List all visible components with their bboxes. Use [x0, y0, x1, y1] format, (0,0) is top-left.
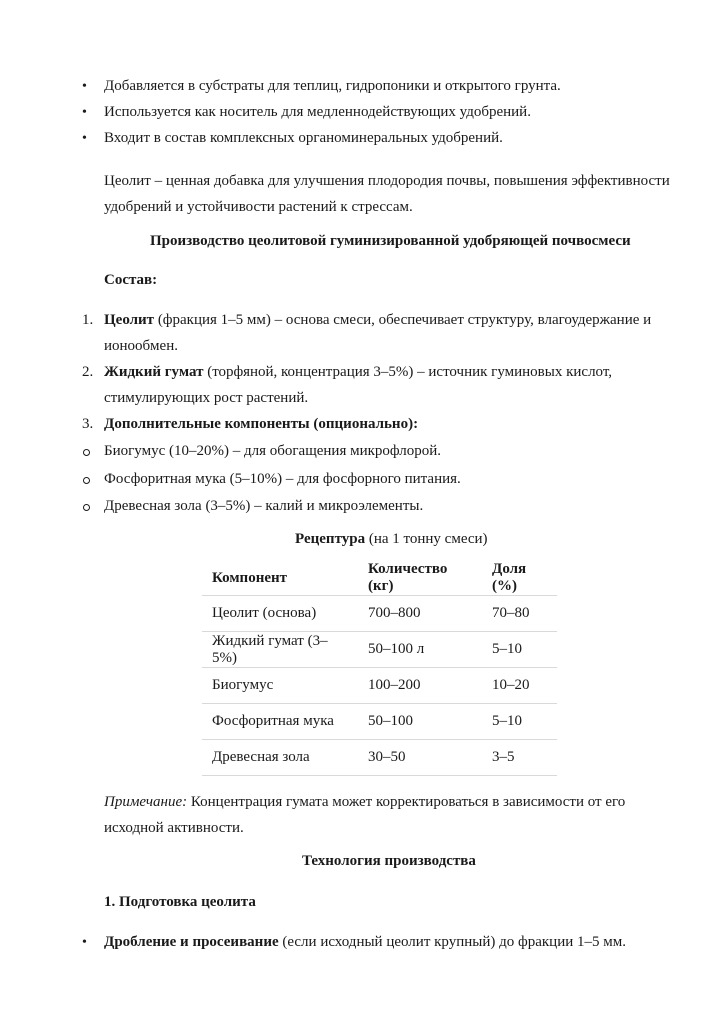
numbered-item — [104, 364, 612, 381]
column-header: Доля (%) — [492, 561, 527, 594]
column-header: Количество (кг) — [368, 561, 448, 594]
table-cell: 5–10 — [492, 713, 522, 729]
section-heading: Технология производства — [302, 853, 476, 869]
table-cell: 5–10 — [492, 641, 522, 657]
term: Жидкий гумат — [104, 364, 204, 380]
term: Дробление и просеивание — [104, 934, 279, 950]
table-cell: Цеолит (основа) — [212, 605, 317, 621]
list-number: 3. — [82, 416, 94, 432]
table-cell: 70–80 — [492, 605, 530, 621]
table-cell: Фосфоритная мука — [212, 713, 334, 729]
term: Цеолит — [104, 312, 155, 328]
list-item: Входит в состав комплексных органоминеральных удобрений. — [104, 130, 503, 146]
list-item: Добавляется в субстраты для теплиц, гидропоники и открытого грунта. — [104, 78, 561, 94]
description: (фракция 1–5 мм) – основа смеси, обеспечивает структуру, влагоудержание и — [154, 312, 652, 328]
section-heading: Производство цеолитовой гуминизированной удобряющей почвосмеси — [150, 233, 631, 249]
table-row — [202, 740, 557, 776]
numbered-item — [104, 312, 651, 329]
table-cell: 100–200 — [368, 677, 421, 693]
sub-list-item: Фосфоритная мука (5–10%) – для фосфорного питания. — [104, 471, 461, 487]
table-cell: Древесная зола — [212, 749, 310, 765]
table-header-row — [202, 561, 557, 596]
bullet-dot: • — [82, 131, 87, 146]
recipe-table — [202, 561, 557, 776]
table-caption — [295, 531, 488, 548]
note-line: исходной активности. — [104, 820, 244, 836]
circle-bullet-icon — [83, 477, 90, 484]
table-row — [202, 632, 557, 668]
circle-bullet-icon — [83, 504, 90, 511]
table-cell: 50–100 — [368, 713, 413, 729]
bullet-dot: • — [82, 935, 87, 950]
sub-list-item: Древесная зола (3–5%) – калий и микроэлементы. — [104, 498, 424, 514]
list-number: 1. — [82, 312, 94, 328]
numbered-item: Дополнительные компоненты (опционально): — [104, 416, 419, 432]
table-row — [202, 596, 557, 632]
subheading: 1. Подготовка цеолита — [104, 894, 256, 910]
list-item — [104, 934, 626, 951]
caption-rest: (на 1 тонну смеси) — [365, 531, 488, 547]
table-row — [202, 704, 557, 740]
circle-bullet-icon — [83, 449, 90, 456]
table-cell: 30–50 — [368, 749, 406, 765]
table-cell: 700–800 — [368, 605, 421, 621]
caption-bold: Рецептура — [295, 531, 366, 547]
table-cell: 50–100 л — [368, 641, 425, 657]
description: (если исходный цеолит крупный) до фракции 1–5 мм. — [278, 934, 626, 950]
table-cell: Жидкий гумат (3–5%) — [212, 632, 328, 666]
note-line — [104, 794, 625, 811]
numbered-item-cont: ионообмен. — [104, 338, 178, 354]
composition-label: Состав: — [104, 272, 158, 288]
note-label: Примечание: — [104, 794, 188, 810]
table-row — [202, 668, 557, 704]
bullet-dot: • — [82, 79, 87, 94]
sub-list-item: Биогумус (10–20%) – для обогащения микрофлорой. — [104, 443, 442, 459]
summary-line: удобрений и устойчивости растений к стрессам. — [104, 199, 413, 215]
description: (торфяной, концентрация 3–5%) – источник гуминовых кислот, — [203, 364, 613, 380]
table-cell: 10–20 — [492, 677, 530, 693]
list-number: 2. — [82, 364, 94, 380]
note-text: Концентрация гумата может корректироваться в зависимости от его — [187, 794, 626, 810]
numbered-item-cont: стимулирующих рост растений. — [104, 390, 309, 406]
table-cell: 3–5 — [492, 749, 515, 765]
bullet-dot: • — [82, 105, 87, 120]
summary-line: Цеолит – ценная добавка для улучшения плодородия почвы, повышения эффективности — [104, 173, 670, 189]
list-item: Используется как носитель для медленнодействующих удобрений. — [104, 104, 531, 120]
table-cell: Биогумус — [212, 677, 274, 693]
column-header: Компонент — [212, 569, 288, 586]
